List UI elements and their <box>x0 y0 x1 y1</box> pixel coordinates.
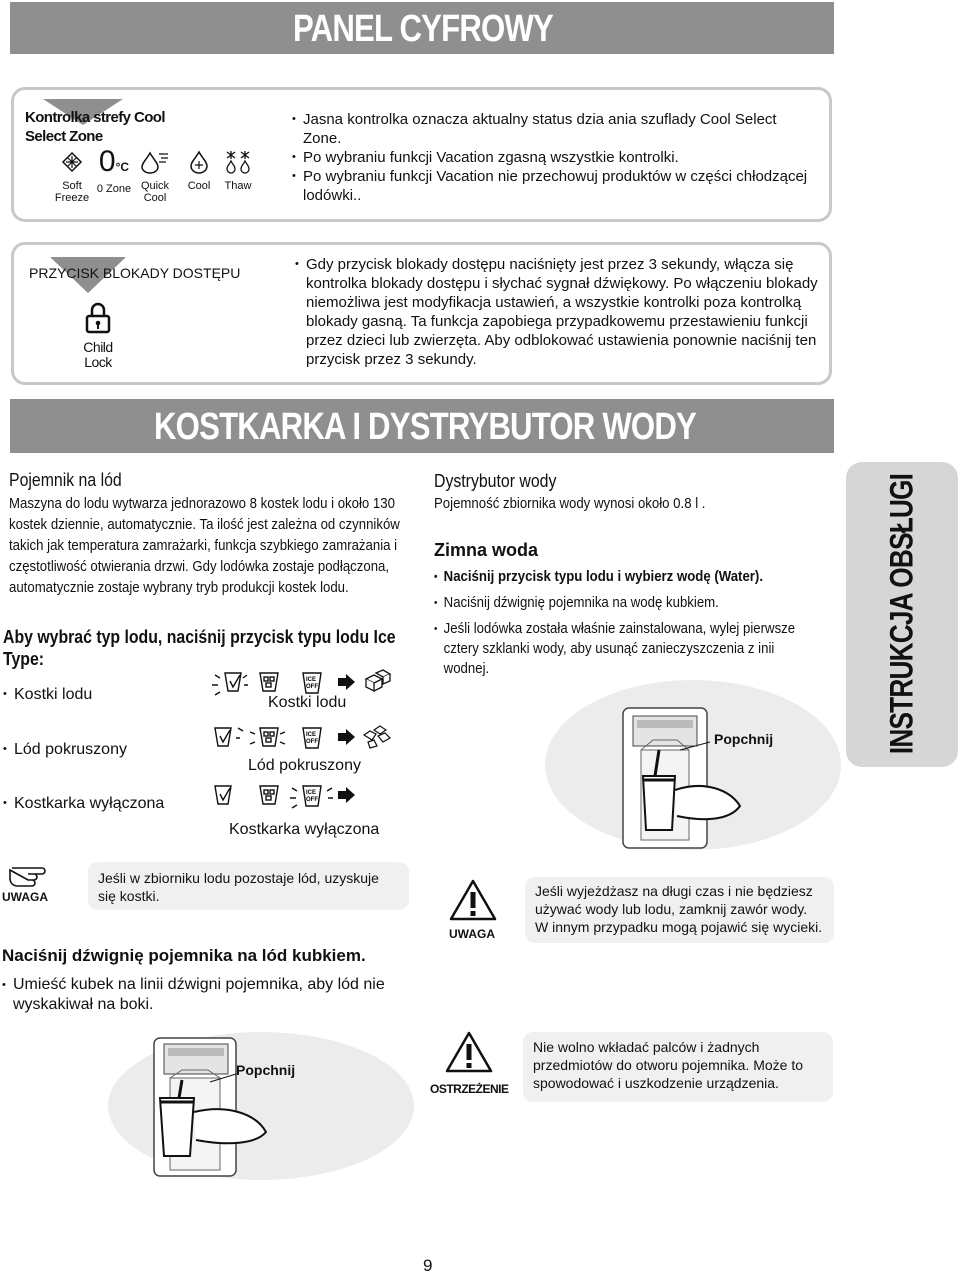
push-label: Popchnij <box>236 1062 296 1078</box>
note-water-box <box>525 877 834 943</box>
ice-type-heading: Aby wybrać typ lodu, naciśnij przycisk typu lodu Ice Type: <box>3 627 396 669</box>
child-lock-bullets <box>295 255 823 369</box>
cold-water-heading: Zimna woda <box>434 540 539 560</box>
crushed-ice-sequence <box>200 720 400 760</box>
crushed-ice-caption: Lód pokruszony <box>248 757 361 774</box>
note-ice-text: Jeśli w zbiorniku lodu pozostaje lód, uzyskuje się kostki. <box>98 870 379 904</box>
cool-select-header: Kontrolka strefy Cool Select Zone <box>25 109 165 145</box>
svg-text:OFF: OFF <box>306 739 318 745</box>
zero-zone-indicator <box>94 145 134 195</box>
quick-cool-label: Quick Cool <box>140 180 170 204</box>
svg-text:OFF: OFF <box>306 797 318 803</box>
page-title: PANEL CYFROWY <box>293 8 553 50</box>
quick-cool-indicator <box>136 150 174 204</box>
note-ice-box <box>88 862 409 910</box>
zero-value: 0 <box>98 145 116 178</box>
ice-option-crushed: • Lód pokruszony <box>3 740 127 759</box>
side-tab-text: INSTRUKCJA OBSŁUGI <box>883 473 920 755</box>
warning-triangle-icon <box>448 878 498 922</box>
top-banner <box>10 2 834 54</box>
ice-off-icon <box>303 673 321 693</box>
lock-icon <box>84 302 112 334</box>
warning-label: OSTRZEŻENIE <box>430 1082 509 1096</box>
water-icon <box>212 673 248 695</box>
cold-water-bullets <box>434 567 812 679</box>
svg-text:ICE: ICE <box>306 732 317 738</box>
section-title: KOSTKARKA I DYSTRYBUTOR WODY <box>154 406 696 448</box>
cool-label: Cool <box>187 180 211 192</box>
ice-option-off: • Kostkarka wyłączona <box>3 794 164 813</box>
soft-freeze-label: Soft Freeze <box>54 180 90 204</box>
soft-freeze-indicator <box>52 150 92 204</box>
thaw-indicator <box>220 150 256 192</box>
ice-lever-bullets <box>2 975 412 1015</box>
svg-text:ICE: ICE <box>306 790 317 796</box>
zero-zone-label: 0 Zone <box>96 183 132 195</box>
child-lock-label-line2: Lock <box>84 354 112 370</box>
quick-cool-icon <box>140 150 170 174</box>
pointing-hand-icon <box>6 858 56 892</box>
ice-option-cubes: • Kostki lodu <box>3 685 92 704</box>
cold-water-step: • Naciśnij dźwignię pojemnika na wodę kubkiem. <box>434 593 812 613</box>
cool-indicator <box>182 150 216 192</box>
celsius-unit: °C <box>115 160 130 174</box>
child-lock-header: PRZYCISK BLOKADY DOSTĘPU <box>29 265 241 281</box>
warning-triangle-icon <box>444 1030 494 1074</box>
ice-cubes-result-icon <box>366 670 390 691</box>
cool-select-panel <box>11 87 832 222</box>
ice-lever-heading: Naciśnij dźwignię pojemnika na lód kubkiem. <box>2 946 366 965</box>
ice-bin-heading: Pojemnik na lód <box>9 470 122 490</box>
note-water-label: UWAGA <box>449 927 495 941</box>
ice-cubes-caption: Kostki lodu <box>268 694 347 711</box>
cool-select-bullet: • Po wybraniu funkcji Vacation nie przechowuj produktów w części chłodzącej lodówki.. <box>292 167 812 205</box>
note-water-text: Jeśli wyjeżdżasz na długi czas i nie będziesz używać wody lub lodu, zamknij zawór wody. W innym przypadku mogą pojawić się wycieki. <box>535 883 823 935</box>
thaw-icon <box>223 150 253 174</box>
svg-text:ICE: ICE <box>306 677 317 683</box>
svg-text:OFF: OFF <box>306 684 318 690</box>
warning-box <box>523 1032 833 1102</box>
cold-water-step: • Naciśnij przycisk typu lodu i wybierz wodę (Water). <box>434 567 812 587</box>
note-ice-label: UWAGA <box>2 890 48 904</box>
warning-text: Nie wolno wkładać palców i żadnych przedmiotów do otworu pojemnika. Może to spowodować i uszkodzenie urządzenia. <box>533 1039 804 1091</box>
water-dispenser-illustration <box>545 680 841 850</box>
section-banner <box>10 399 834 453</box>
ice-dispenser-illustration <box>108 1032 414 1180</box>
page-number: 9 <box>423 1256 433 1275</box>
cool-drop-icon <box>187 150 211 174</box>
child-lock-panel <box>11 242 832 385</box>
push-label: Popchnij <box>714 731 774 747</box>
child-lock-text: • Gdy przycisk blokady dostępu naciśnięty jest przez 3 sekundy, włącza się kontrolka blokady dostępu i słychać sygnał dźwiękowy. Po włączeniu blokady niemożliwa jest modyfikacja ustawień, a wszystkie kontrolki poza kontrolką blokady gasną. Ta funkcja zapobiega przypadkowemu przestawieniu funkcji przez dzieci lub zwierzęta. Aby odblokować ustawienia ponownie naciśnij ten przycisk przez 3 sekundy. <box>295 255 823 369</box>
child-lock-label-line1: Child <box>83 339 113 355</box>
snowflake-icon <box>60 150 84 174</box>
cube-icon <box>260 673 278 691</box>
water-dispenser-heading: Dystrybutor wody <box>434 471 557 491</box>
side-tab <box>846 462 958 767</box>
ice-bin-body: Maszyna do lodu wytwarza jednorazowo 8 kostek lodu i około 130 kostek dziennie, automatycznie. Ta ilość jest zależna od czynników takich jak temperatura zamrażarki, funkcja szybkiego zamrażania i częstotliwość otwierania drzwi. Gdy lodówka zostaje podłączona, automatycznie zostaje wybrany tryb produkcji kostek lodu. <box>9 495 400 596</box>
child-lock-label <box>76 340 120 370</box>
ice-off-caption: Kostkarka wyłączona <box>229 821 380 838</box>
cool-select-bullet: • Po wybraniu funkcji Vacation zgasną wszystkie kontrolki. <box>292 148 812 167</box>
cold-water-step: • Jeśli lodówka została właśnie zainstalowana, wylej pierwsze cztery szklanki wody, aby usunąć zanieczyszczenia z inii wodnej. <box>434 619 812 679</box>
ice-lever-text: • Umieść kubek na linii dźwigni pojemnika, aby lód nie wyskakiwał na boki. <box>2 975 412 1015</box>
zero-celsius-icon <box>94 145 134 178</box>
water-capacity: Pojemność zbiornika wody wynosi około 0.8 l . <box>434 495 706 512</box>
cool-select-bullets <box>292 110 812 205</box>
ice-off-sequence <box>200 778 400 818</box>
thaw-label: Thaw <box>224 180 252 192</box>
cool-select-bullet: • Jasna kontrolka oznacza aktualny status dzia ania szuflady Cool Select Zone. <box>292 110 812 148</box>
